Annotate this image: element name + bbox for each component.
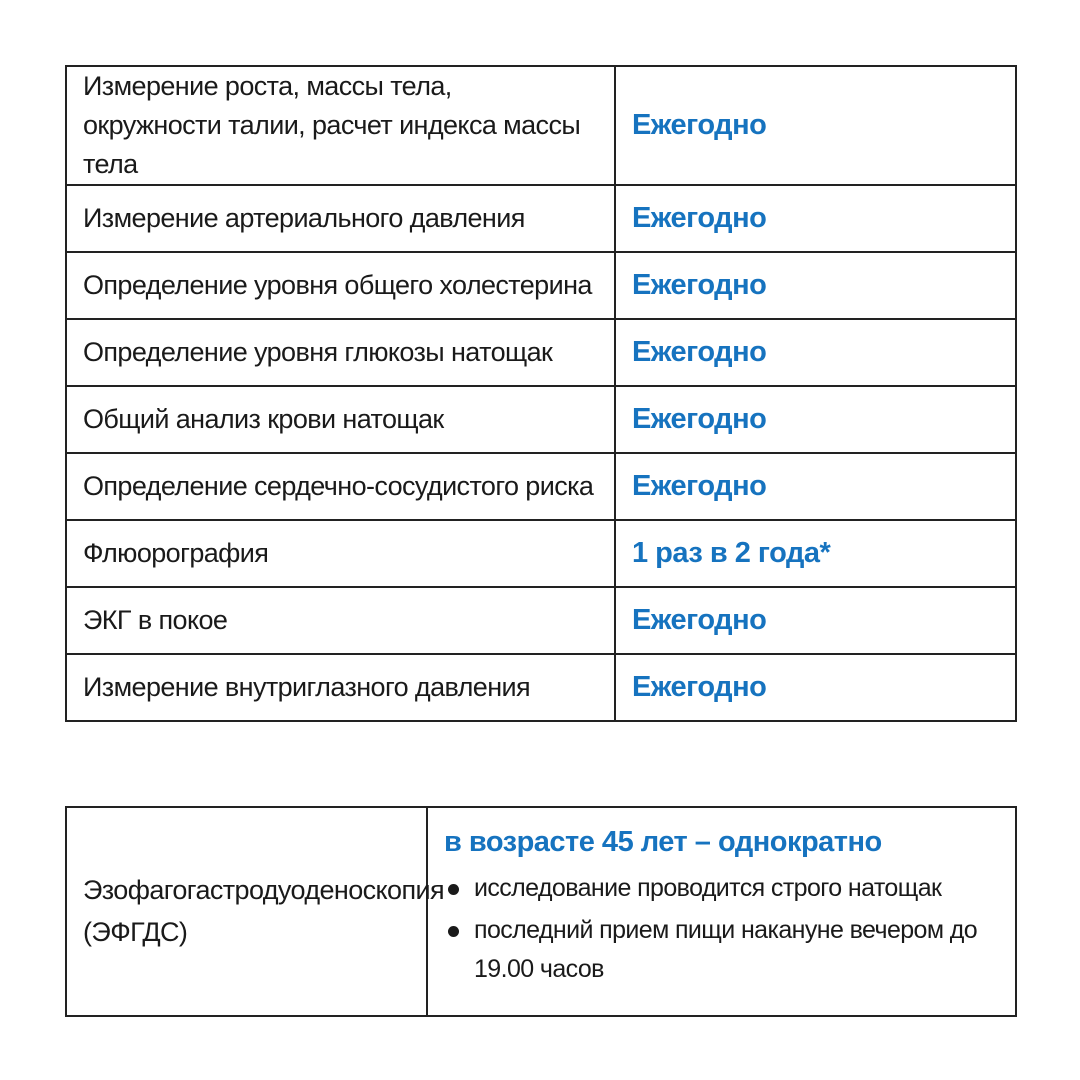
exam-name: Определение уровня глюкозы натощак	[66, 319, 615, 386]
note-text: исследование проводится строго натощак	[474, 874, 942, 902]
exam-name: Общий анализ крови натощак	[66, 386, 615, 453]
exam-name: Флюорография	[66, 520, 615, 587]
table-row	[66, 319, 1016, 386]
exam-name-line: (ЭФГДС)	[83, 916, 188, 947]
table-row	[66, 185, 1016, 252]
table-row	[66, 386, 1016, 453]
exam-frequency: Ежегодно	[615, 319, 1016, 386]
notes-list	[444, 869, 999, 988]
exam-frequency: Ежегодно	[615, 66, 1016, 185]
exam-name: ЭКГ в покое	[66, 587, 615, 654]
egds-table	[65, 806, 1017, 1017]
list-item	[444, 869, 999, 908]
exam-name: Определение уровня общего холестерина	[66, 252, 615, 319]
exam-frequency: Ежегодно	[615, 386, 1016, 453]
exam-name-line: окружности талии, расчет индекса массы тела	[83, 110, 581, 180]
bullet-icon	[448, 926, 459, 937]
list-item	[444, 911, 999, 989]
exam-name: Измерение внутриглазного давления	[66, 654, 615, 721]
exam-schedule-table	[65, 65, 1017, 722]
table-row	[66, 252, 1016, 319]
exam-frequency: 1 раз в 2 года*	[615, 520, 1016, 587]
exam-name-line: Эзофагогастродуоденоскопия	[83, 874, 444, 905]
exam-name	[66, 66, 615, 185]
note-text: последний прием пищи накануне вечером до 19.00 часов	[474, 915, 978, 983]
exam-frequency: Ежегодно	[615, 654, 1016, 721]
table-row	[66, 807, 1016, 1016]
exam-frequency: Ежегодно	[615, 453, 1016, 520]
table-row	[66, 66, 1016, 185]
exam-frequency: Ежегодно	[615, 252, 1016, 319]
exam-details	[427, 807, 1016, 1016]
exam-name: Определение сердечно-сосудистого риска	[66, 453, 615, 520]
exam-frequency: в возрасте 45 лет – однократно	[444, 826, 882, 858]
exam-frequency: Ежегодно	[615, 185, 1016, 252]
bullet-icon	[448, 884, 459, 895]
table-row	[66, 520, 1016, 587]
exam-name	[66, 807, 444, 1016]
table-row	[66, 654, 1016, 721]
table-row	[66, 587, 1016, 654]
exam-name: Измерение артериального давления	[66, 185, 615, 252]
table-row	[66, 453, 1016, 520]
exam-name-line: Измерение роста, массы тела,	[83, 71, 452, 101]
exam-frequency: Ежегодно	[615, 587, 1016, 654]
